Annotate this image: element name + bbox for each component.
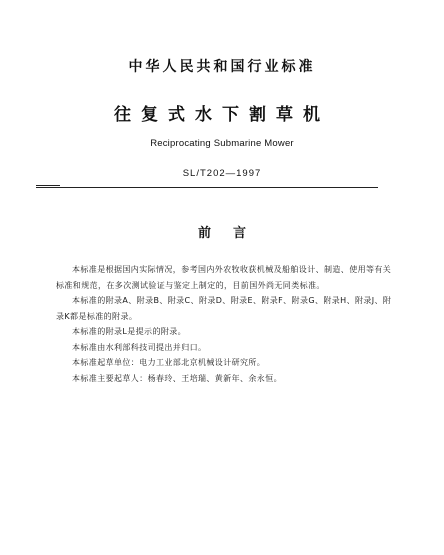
foreword-heading: 前言 [197, 226, 268, 241]
foreword-paragraph: 本标准主要起草人：杨春玲、王培瑞、黄新年、余永恒。 [72, 373, 282, 383]
foreword-paragraph: 本标准的附录A、附录B、附录C、附录D、附录E、附录F、附录G、附录H、附录J、附录K都是标准的附录。 [56, 296, 392, 321]
foreword-body [56, 262, 396, 386]
foreword-paragraph: 本标准是根据国内实际情况，参考国内外农牧收获机械及船舶设计、制造、使用等有关标准和规范，在多次测试验证与鉴定上制定的，目前国外尚无同类标准。 [56, 265, 392, 290]
standard-type-header: 中华人民共和国行业标准 [128, 59, 316, 75]
document-title-english: Reciprocating Submarine Mower [150, 138, 294, 149]
standard-code: SL/T202—1997 [182, 168, 262, 179]
divider-line [36, 187, 378, 188]
foreword-paragraph: 本标准起草单位：电力工业部北京机械设计研究所。 [72, 358, 266, 367]
foreword-paragraph: 本标准的附录L是提示的附录。 [72, 327, 187, 336]
foreword-paragraph: 本标准由水利部科技司提出并归口。 [72, 342, 207, 352]
document-title: 往复式水下割草机 [114, 105, 330, 125]
divider-tick [36, 185, 60, 186]
